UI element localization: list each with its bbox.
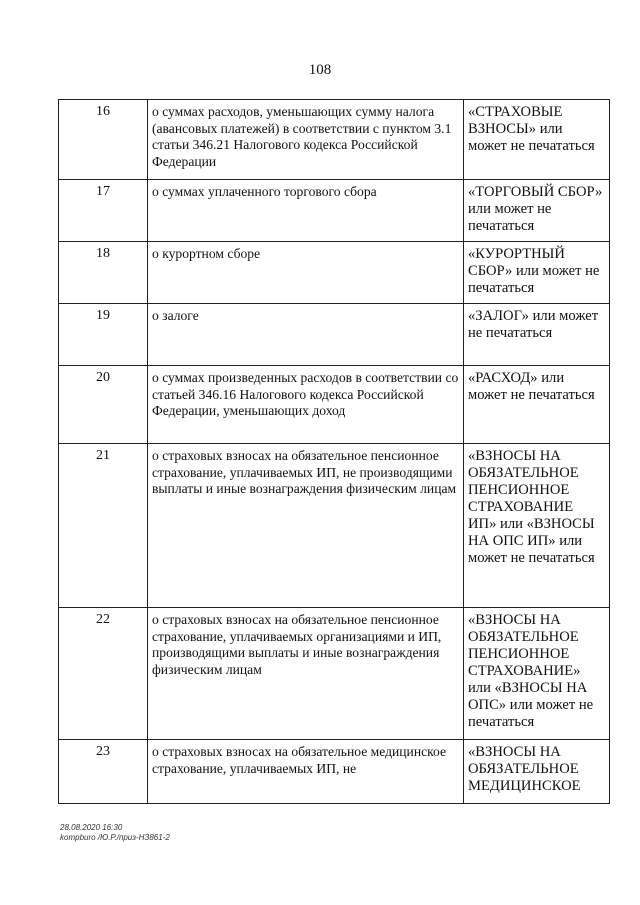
- row-code-text: «ВЗНОСЫ НА ОБЯЗАТЕЛЬНОЕ ПЕНСИОННОЕ СТРАХОВАНИЕ» или «ВЗНОСЫ НА ОПС» или может не печататься: [468, 612, 594, 730]
- row-number: 22: [59, 608, 148, 740]
- row-code-text: «ТОРГОВЫЙ СБОР» или может не печататься: [468, 184, 603, 234]
- table-row: [59, 180, 610, 242]
- row-number: 20: [59, 366, 148, 444]
- row-number: 23: [59, 740, 148, 804]
- codes-table: [58, 99, 610, 804]
- table-row: [59, 740, 610, 804]
- table-row: [59, 100, 610, 180]
- row-code: [464, 740, 610, 804]
- row-code: [464, 242, 610, 304]
- document-footer: [60, 823, 170, 843]
- footer-timestamp: 28.08.2020 16:30: [60, 823, 123, 832]
- row-code-text: «КУРОРТНЫЙ СБОР» или может не печататься: [468, 246, 600, 296]
- table-row: [59, 608, 610, 740]
- row-code-text: «ВЗНОСЫ НА ОБЯЗАТЕЛЬНОЕ ПЕНСИОННОЕ СТРАХОВАНИЕ ИП» или «ВЗНОСЫ НА ОПС ИП» или может не печататься: [468, 448, 595, 566]
- row-description: о суммах уплаченного торгового сбора: [148, 180, 464, 242]
- row-number: 21: [59, 444, 148, 608]
- row-number: 19: [59, 304, 148, 366]
- row-number: 17: [59, 180, 148, 242]
- row-description: о страховых взносах на обязательное пенсионное страхование, уплачиваемых организациями и ИП, производящими выплаты и иные вознаграждения физическим лицам: [148, 608, 464, 740]
- row-code-text: «СТРАХОВЫЕ ВЗНОСЫ» или может не печататься: [468, 104, 595, 154]
- row-code: [464, 608, 610, 740]
- row-description: о курортном сборе: [148, 242, 464, 304]
- row-description: о залоге: [148, 304, 464, 366]
- table-row: [59, 304, 610, 366]
- page-number: 108: [308, 62, 332, 78]
- row-number: 16: [59, 100, 148, 180]
- row-code-text: «РАСХОД» или может не печататься: [468, 370, 595, 403]
- footer-file-ref: kompburo /Ю.Р./приз-НЗ861-2: [60, 833, 170, 842]
- table-row: [59, 366, 610, 444]
- row-number: 18: [59, 242, 148, 304]
- row-description: о суммах произведенных расходов в соответствии со статьей 346.16 Налогового кодекса Российской Федерации, уменьшающих доход: [148, 366, 464, 444]
- row-code: [464, 366, 610, 444]
- table-row: [59, 242, 610, 304]
- row-description: о страховых взносах на обязательное медицинское страхование, уплачиваемых ИП, не: [148, 740, 464, 804]
- row-code: [464, 100, 610, 180]
- row-code: [464, 444, 610, 608]
- row-code-text: «ЗАЛОГ» или может не печататься: [468, 308, 599, 341]
- row-description: о суммах расходов, уменьшающих сумму налога (авансовых платежей) в соответствии с пунктом 3.1 статьи 346.21 Налогового кодекса Российской Федерации: [148, 100, 464, 180]
- row-code: [464, 304, 610, 366]
- row-description: о страховых взносах на обязательное пенсионное страхование, уплачиваемых ИП, не производящими выплаты и иные вознаграждения физическим лицам: [148, 444, 464, 608]
- table-row: [59, 444, 610, 608]
- row-code-text: «ВЗНОСЫ НА ОБЯЗАТЕЛЬНОЕ МЕДИЦИНСКОЕ: [468, 744, 581, 794]
- row-code: [464, 180, 610, 242]
